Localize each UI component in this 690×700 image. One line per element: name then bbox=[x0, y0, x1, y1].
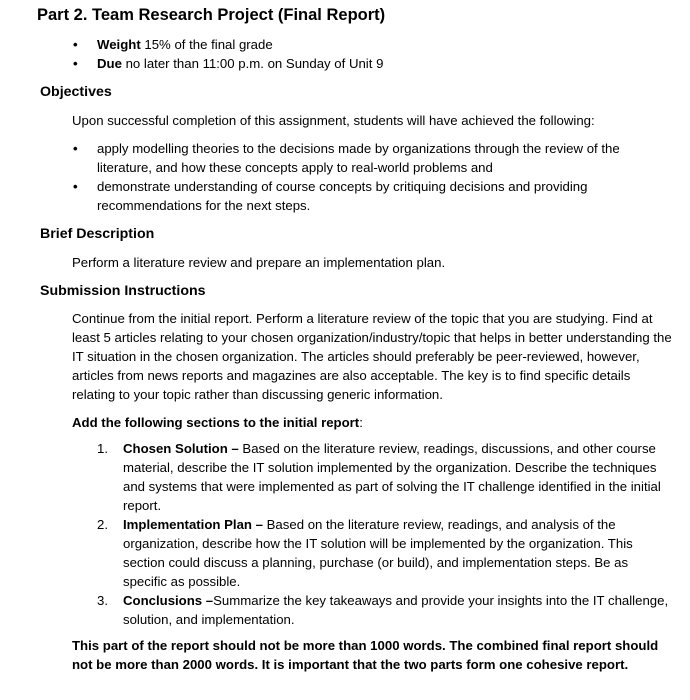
submission-heading: Submission Instructions bbox=[40, 283, 206, 299]
closing-note: This part of the report should not be more than 1000 words. The combined final report should not be more than 2000 words. It is important that the two parts form one cohesive report. bbox=[72, 638, 659, 672]
submission-text: Continue from the initial report. Perform a literature review of the topic that you are studying. Find at least 5 articles relating to your chosen organization/industry/topic that helps in better understanding the IT situation in the chosen organization. The articles should preferably be peer-reviewed, however, articles from news reports and magazines are also acceptable. The key is to find specific details relating to your topic rather than discussing generic information. bbox=[72, 311, 672, 402]
due-value: no later than 11:00 p.m. on Sunday of Unit 9 bbox=[121, 56, 384, 71]
add-sections-heading bbox=[72, 413, 672, 432]
section-label: Implementation Plan – bbox=[123, 517, 263, 532]
item-number: 1. bbox=[97, 441, 108, 456]
bullet-icon: • bbox=[73, 56, 78, 71]
objective-text: demonstrate understanding of course concepts by critiquing decisions and providing recommendations for the next steps. bbox=[97, 179, 588, 213]
item-number: 2. bbox=[97, 517, 108, 532]
objectives-list bbox=[72, 139, 672, 215]
section-text: Based on the literature review, readings, and analysis of the organization, describe how the IT solution will be implemented by the organization. This section could discuss a planning, purchase (or build), and implementation steps. Be as specific as possible. bbox=[123, 517, 633, 589]
objectives-heading: Objectives bbox=[40, 84, 112, 100]
list-item bbox=[72, 177, 672, 215]
list-item bbox=[97, 515, 672, 591]
brief-heading: Brief Description bbox=[40, 226, 155, 242]
section-text: Summarize the key takeaways and provide your insights into the IT challenge, solution, and implementation. bbox=[123, 593, 669, 627]
weight-label: Weight bbox=[97, 37, 141, 52]
objective-text: apply modelling theories to the decisions made by organizations through the review of the literature, and how these concepts apply to real-world problems and bbox=[97, 141, 620, 175]
section-text: Based on the literature review, readings, discussions, and other course material, describe the IT solution implemented by the organization. Describe the techniques and systems that were implemented as part of solving the IT challenge identified in the initial report. bbox=[123, 441, 661, 513]
add-sections-colon: : bbox=[359, 415, 363, 430]
list-item bbox=[72, 35, 672, 54]
bullet-icon: • bbox=[73, 179, 78, 194]
objectives-intro: Upon successful completion of this assignment, students will have achieved the following: bbox=[72, 113, 595, 128]
brief-text: Perform a literature review and prepare an implementation plan. bbox=[72, 255, 446, 270]
bullet-icon: • bbox=[73, 141, 78, 156]
weight-value: 15% of the final grade bbox=[140, 37, 273, 52]
list-item bbox=[72, 139, 672, 177]
list-item bbox=[97, 591, 672, 629]
list-item bbox=[72, 54, 672, 73]
due-label: Due bbox=[97, 56, 122, 71]
section-label: Chosen Solution – bbox=[123, 441, 239, 456]
section-label: Conclusions – bbox=[123, 593, 214, 608]
list-item bbox=[97, 439, 672, 515]
bullet-icon: • bbox=[73, 37, 78, 52]
meta-list bbox=[72, 35, 672, 73]
item-number: 3. bbox=[97, 593, 108, 608]
add-sections-label: Add the following sections to the initial report bbox=[72, 415, 360, 430]
page-title: Part 2. Team Research Project (Final Report) bbox=[37, 6, 386, 24]
sections-list bbox=[97, 439, 672, 629]
